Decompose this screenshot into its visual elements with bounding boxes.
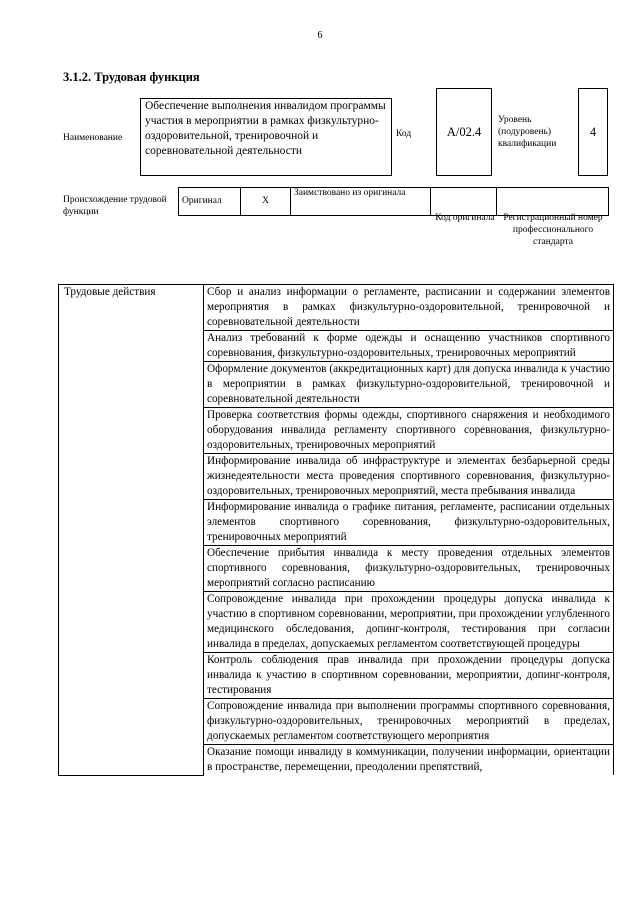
original-mark: X: [241, 188, 291, 216]
labor-action-item: Информирование инвалида об инфраструктуре и элементах безбарьерной среды жизнедеятельности места проведения спортивного соревнования, физкультурно-оздоровительных, тренировочных мероприятий, места пребывания инвалида: [204, 454, 614, 500]
function-name: Обеспечение выполнения инвалидом программы участия в мероприятии в рамках физкультурно-оздоровительной, тренировочной и соревновательной деятельности: [140, 98, 392, 176]
labor-actions-label: Трудовые действия: [59, 285, 204, 776]
name-label: Наименование: [63, 133, 123, 143]
code-label: Код: [396, 129, 412, 139]
labor-action-item: Оформление документов (аккредитационных карт) для допуска инвалида к участию в мероприятии в рамках физкультурно-оздоровительной, тренировочной и соревновательной деятельности: [204, 362, 614, 408]
labor-action-item: Информирование инвалида о графике питания, регламенте, расписании отдельных элементов спортивного соревнования, физкультурно-оздоровительных, тренировочных мероприятий: [204, 500, 614, 546]
labor-action-item: Сопровождение инвалида при прохождении процедуры допуска инвалида к участию в спортивном соревновании, мероприятии, при прохождении углубленного медицинского обследования, допинг-контроля, тестирования при согласии инвалида в пределах, допускаемых регламентом соответствующей процедуры: [204, 592, 614, 653]
level-label: Уровень (подуровень) квалификации: [498, 115, 557, 149]
labor-action-item: Контроль соблюдения прав инвалида при прохождении процедуры допуска инвалида к участию в спортивном соревновании, мероприятии, допинг-контроля, тестирования: [204, 653, 614, 699]
function-code: A/02.4: [436, 88, 492, 176]
labor-action-item: Анализ требований к форме одежды и оснащению участников спортивного соревнования, физкультурно-оздоровительных, тренировочных мероприятий: [204, 331, 614, 362]
page-number: 6: [317, 30, 323, 41]
qualification-level: 4: [578, 88, 608, 176]
labor-action-item: Оказание помощи инвалиду в коммуникации, получении информации, ориентации в пространстве, перемещении, преодолении препятствий,: [204, 745, 614, 776]
labor-action-item: Сопровождение инвалида при выполнении программы спортивного соревнования, физкультурно-оздоровительных, тренировочных мероприятий в пределах, допускаемых регламентом соответствующего мероприятия: [204, 699, 614, 745]
labor-actions-table: [58, 284, 614, 776]
original-label: Оригинал: [179, 188, 241, 216]
code-caption: Код оригинала: [435, 213, 495, 223]
labor-action-item: Проверка соответствия формы одежды, спортивного снаряжения и необходимого оборудования инвалида регламенту спортивного соревнования, физкультурно-оздоровительных, тренировочных мероприятий: [204, 408, 614, 454]
labor-action-item: Сбор и анализ информации о регламенте, расписании и содержании элементов мероприятия в рамках физкультурно-оздоровительной, тренировочной и соревновательной деятельности: [204, 285, 614, 331]
borrowed-label: Заимствовано из оригинала: [291, 188, 431, 216]
section-title: 3.1.2. Трудовая функция: [63, 70, 200, 84]
labor-action-item: Обеспечение прибытия инвалида к месту проведения отдельных элементов спортивного соревнования, физкультурно-оздоровительных, тренировочных мероприятий согласно расписанию: [204, 546, 614, 592]
registration-caption: Регистрационный номер профессионального стандарта: [503, 213, 603, 247]
origin-label: Происхождение трудовой функции: [63, 195, 167, 217]
